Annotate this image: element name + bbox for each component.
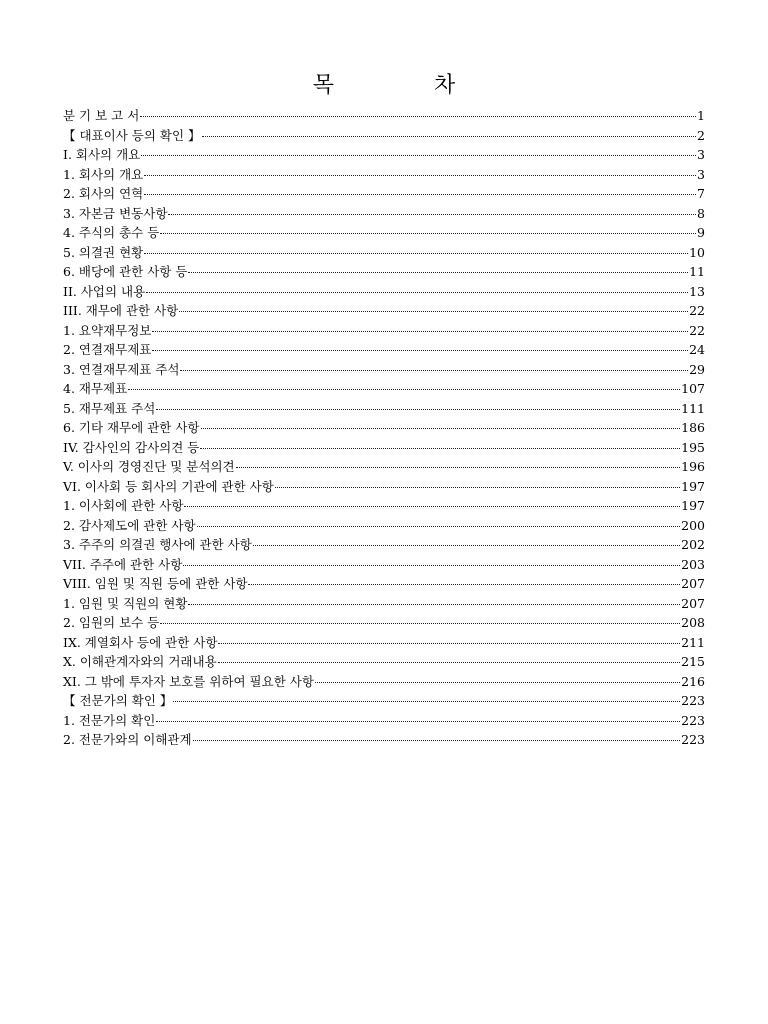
- dot-leader: [141, 155, 696, 156]
- toc-entry-page-number: 29: [689, 361, 705, 377]
- dot-leader: [201, 428, 681, 429]
- toc-entry-page-number: 8: [697, 205, 705, 221]
- toc-entry-page-number: 223: [681, 732, 705, 747]
- dot-leader: [144, 253, 688, 254]
- toc-entry-page-number: 22: [689, 322, 705, 338]
- toc-entry-label: 분 기 보 고 서: [63, 108, 140, 123]
- toc-entry-page-number: 215: [681, 654, 705, 669]
- toc-entry[interactable]: [63, 516, 705, 536]
- toc-entry-label: 2. 전문가와의 이해관계: [63, 732, 192, 747]
- toc-list: [63, 106, 705, 750]
- toc-entry-label: 1. 전문가의 확인: [63, 712, 156, 728]
- toc-entry[interactable]: [63, 633, 705, 653]
- toc-entry-page-number: 107: [681, 381, 705, 396]
- toc-entry[interactable]: [63, 145, 705, 165]
- toc-entry-label: 3. 연결재무제표 주석: [63, 361, 180, 377]
- toc-entry-page-number: 223: [681, 693, 705, 708]
- title-right-char: 차: [434, 73, 456, 98]
- toc-entry[interactable]: [63, 711, 705, 731]
- toc-entry[interactable]: [63, 399, 705, 419]
- toc-entry-label: 5. 재무제표 주석: [63, 400, 156, 416]
- toc-entry-page-number: 2: [697, 127, 705, 143]
- toc-entry-label: I. 회사의 개요: [63, 147, 141, 162]
- dot-leader: [183, 565, 680, 566]
- dot-leader: [140, 116, 696, 117]
- dot-leader: [200, 448, 680, 449]
- dot-leader: [253, 545, 680, 546]
- toc-entry-label: II. 사업의 내용: [63, 283, 146, 299]
- toc-entry[interactable]: [63, 555, 705, 575]
- dot-leader: [248, 584, 680, 585]
- toc-entry[interactable]: [63, 282, 705, 302]
- dot-leader: [180, 370, 688, 371]
- toc-entry[interactable]: [63, 496, 705, 516]
- dot-leader: [173, 701, 680, 702]
- toc-entry-page-number: 207: [681, 576, 705, 591]
- dot-leader: [197, 526, 681, 527]
- toc-entry-label: 1. 임원 및 직원의 현황: [63, 595, 188, 611]
- toc-entry-label: 5. 의결권 현황: [63, 244, 144, 260]
- toc-entry[interactable]: [63, 204, 705, 224]
- toc-entry-label: 3. 주주의 의결권 행사에 관한 사항: [63, 537, 252, 552]
- toc-entry[interactable]: [63, 691, 705, 711]
- toc-entry-label: V. 이사의 경영진단 및 분석의견: [63, 459, 235, 474]
- toc-entry-label: VIII. 임원 및 직원 등에 관한 사항: [63, 576, 248, 591]
- toc-entry-page-number: 208: [681, 615, 705, 630]
- toc-entry-page-number: 196: [681, 459, 705, 474]
- toc-entry[interactable]: [63, 243, 705, 263]
- dot-leader: [218, 662, 680, 663]
- toc-entry-page-number: 1: [697, 108, 705, 123]
- toc-entry-label: 6. 기타 재무에 관한 사항: [63, 420, 200, 435]
- toc-entry-page-number: 202: [681, 537, 705, 552]
- toc-entry-label: 6. 배당에 관한 사항 등: [63, 264, 188, 279]
- toc-entry[interactable]: [63, 165, 705, 185]
- toc-entry-page-number: 10: [689, 244, 705, 260]
- toc-entry[interactable]: [63, 535, 705, 555]
- toc-entry-page-number: 9: [697, 225, 705, 240]
- toc-entry-label: 2. 회사의 연혁: [63, 186, 144, 201]
- toc-entry[interactable]: [63, 457, 705, 477]
- toc-entry-label: 2. 임원의 보수 등: [63, 615, 160, 630]
- toc-entry-label: 3. 자본금 변동사항: [63, 205, 168, 221]
- toc-entry-label: 【 대표이사 등의 확인 】: [63, 127, 201, 143]
- toc-entry[interactable]: [63, 126, 705, 146]
- toc-entry-page-number: 197: [681, 478, 705, 494]
- toc-entry-label: 2. 감사제도에 관한 사항: [63, 517, 196, 533]
- toc-entry-label: 1. 회사의 개요: [63, 166, 144, 182]
- dot-leader: [188, 604, 680, 605]
- toc-entry-page-number: 197: [681, 498, 705, 513]
- dot-leader: [160, 623, 680, 624]
- toc-entry-label: 2. 연결재무제표: [63, 342, 152, 357]
- toc-entry[interactable]: [63, 184, 705, 204]
- toc-entry-page-number: 211: [681, 634, 705, 650]
- toc-entry-page-number: 200: [681, 517, 705, 533]
- toc-entry-page-number: 195: [681, 439, 705, 455]
- toc-entry-label: 4. 주식의 총수 등: [63, 225, 160, 240]
- toc-entry-page-number: 24: [689, 342, 705, 357]
- toc-entry[interactable]: [63, 321, 705, 341]
- toc-entry[interactable]: [63, 574, 705, 594]
- dot-leader: [218, 643, 680, 644]
- toc-entry-page-number: 186: [681, 420, 705, 435]
- toc-entry-label: III. 재무에 관한 사항: [63, 303, 179, 318]
- toc-entry[interactable]: [63, 360, 705, 380]
- dot-leader: [156, 721, 680, 722]
- toc-entry-page-number: 13: [689, 283, 705, 299]
- toc-entry-page-number: 3: [697, 166, 705, 182]
- toc-entry[interactable]: [63, 730, 705, 750]
- dot-leader: [236, 467, 681, 468]
- dot-leader: [315, 682, 680, 683]
- toc-entry[interactable]: [63, 262, 705, 282]
- dot-leader: [193, 740, 681, 741]
- dot-leader: [144, 194, 696, 195]
- dot-leader: [152, 350, 688, 351]
- dot-leader: [179, 311, 688, 312]
- toc-entry-label: X. 이해관계자와의 거래내용: [63, 654, 217, 669]
- toc-entry[interactable]: [63, 340, 705, 360]
- toc-entry-label: VII. 주주에 관한 사항: [63, 556, 183, 572]
- dot-leader: [144, 175, 696, 176]
- toc-entry-page-number: 216: [681, 673, 705, 689]
- dot-leader: [188, 272, 688, 273]
- title-left-char: 목: [312, 73, 334, 98]
- toc-entry-page-number: 3: [697, 147, 705, 162]
- toc-entry-label: 【 전문가의 확인 】: [63, 693, 173, 708]
- toc-entry-page-number: 22: [689, 303, 705, 318]
- toc-entry-page-number: 7: [697, 186, 705, 201]
- toc-entry[interactable]: [63, 672, 705, 692]
- dot-leader: [202, 136, 697, 137]
- page-title: [0, 68, 768, 99]
- toc-entry-label: 4. 재무제표: [63, 381, 128, 396]
- dot-leader: [128, 389, 680, 390]
- toc-entry-label: 1. 이사회에 관한 사항: [63, 498, 184, 513]
- toc-entry-label: IX. 계열회사 등에 관한 사항: [63, 634, 218, 650]
- toc-entry[interactable]: [63, 594, 705, 614]
- toc-entry-page-number: 207: [681, 595, 705, 611]
- dot-leader: [184, 506, 680, 507]
- dot-leader: [146, 292, 688, 293]
- toc-entry[interactable]: [63, 106, 705, 126]
- toc-entry[interactable]: [63, 652, 705, 672]
- toc-entry[interactable]: [63, 438, 705, 458]
- toc-entry[interactable]: [63, 477, 705, 497]
- toc-entry[interactable]: [63, 613, 705, 633]
- toc-entry[interactable]: [63, 301, 705, 321]
- dot-leader: [156, 409, 680, 410]
- toc-entry-page-number: 11: [689, 264, 705, 279]
- dot-leader: [168, 214, 696, 215]
- dot-leader: [275, 487, 680, 488]
- toc-entry-label: XI. 그 밖에 투자자 보호를 위하여 필요한 사항: [63, 673, 314, 689]
- toc-entry-label: VI. 이사회 등 회사의 기관에 관한 사항: [63, 478, 274, 494]
- toc-entry-page-number: 223: [681, 712, 705, 728]
- dot-leader: [152, 331, 688, 332]
- toc-entry-label: IV. 감사인의 감사의견 등: [63, 439, 200, 455]
- toc-entry[interactable]: [63, 379, 705, 399]
- toc-entry-label: 1. 요약재무정보: [63, 322, 152, 338]
- dot-leader: [160, 233, 696, 234]
- toc-entry[interactable]: [63, 223, 705, 243]
- toc-entry-page-number: 111: [681, 400, 705, 416]
- toc-entry[interactable]: [63, 418, 705, 438]
- toc-entry-page-number: 203: [681, 556, 705, 572]
